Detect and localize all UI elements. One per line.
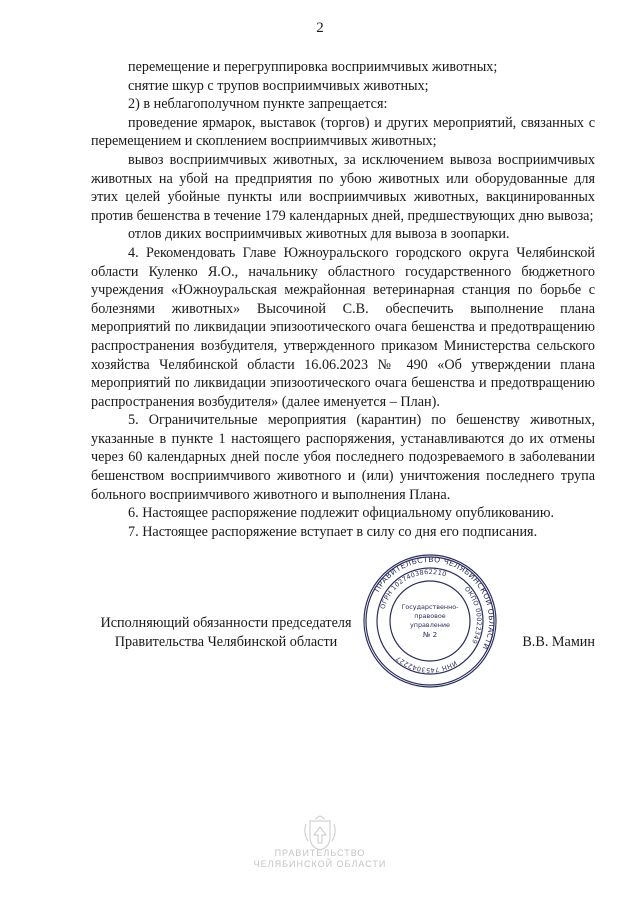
paragraph-restriction-export: вывоз восприимчивых животных, за исключением вывоза восприимчивых животных на убой на предприятия по убою животных или оборудованные для этих целей убойные пункты или восприимчивых животных, вакцинированных против бешенства в течение 179 календарных дней, предшествующих дню вывоза; bbox=[91, 151, 595, 224]
seal-ogrn-text: ОГРН 1027403862210 bbox=[378, 567, 448, 610]
signatory-title bbox=[91, 614, 361, 651]
svg-text:ОКПО 00022349 bbox=[463, 585, 483, 645]
paragraph-restriction-movement: перемещение и перегруппировка восприимчивых животных; bbox=[128, 59, 498, 75]
page-number: 2 bbox=[316, 20, 324, 36]
paragraph-item-6: 6. Настоящее распоряжение подлежит официальному опубликованию. bbox=[128, 505, 555, 522]
paragraph-restriction-skins: снятие шкур с трупов восприимчивых животных; bbox=[128, 77, 429, 94]
footer-line-1: ПРАВИТЕЛЬСТВО bbox=[274, 848, 366, 858]
paragraph-item-7: 7. Настоящее распоряжение вступает в силу со дня его подписания. bbox=[128, 523, 538, 540]
seal-center-line-2: правовое bbox=[414, 612, 446, 620]
document-body bbox=[91, 58, 595, 541]
footer-line-2: ЧЕЛЯБИНСКОЙ ОБЛАСТИ bbox=[253, 859, 387, 869]
seal-center-line-4: № 2 bbox=[422, 630, 438, 639]
signatory-title-line-1: Исполняющий обязанности председателя bbox=[100, 615, 352, 631]
seal-center-line-3: управление bbox=[410, 621, 450, 629]
official-seal bbox=[362, 553, 498, 689]
signatory-name: В.В. Мамин bbox=[522, 633, 595, 650]
seal-outer-text: ПРАВИТЕЛЬСТВО ЧЕЛЯБИНСКОЙ ОБЛАСТИ bbox=[372, 554, 497, 652]
signatory-title-line-2: Правительства Челябинской области bbox=[114, 633, 338, 650]
seal-inn-text: ИНН 7453042227 bbox=[394, 654, 459, 675]
paragraph-restriction-zoo: отлов диких восприимчивых животных для вывоза в зоопарки. bbox=[128, 226, 510, 243]
paragraph-unfavourable-point-heading: 2) в неблагополучном пункте запрещается: bbox=[128, 96, 388, 113]
footer-watermark bbox=[0, 848, 640, 870]
seal-center-line-1: Государственно- bbox=[401, 603, 459, 611]
paragraph-restriction-fairs: проведение ярмарок, выставок (торгов) и других мероприятий, связанных с перемещением и скоплением восприимчивых животных; bbox=[91, 114, 595, 150]
paragraph-item-5: 5. Ограничительные мероприятия (карантин) по бешенству животных, указанные в пункте 1 настоящего распоряжения, устанавливаются до их отмены через 60 календарных дней после убоя последнего подозреваемого в заболевании бешенством восприимчивого животного и (или) уничтожения последнего трупа больного восприимчивого животного и выполнения Плана. bbox=[91, 412, 595, 503]
seal-okpo-text: ОКПО 00022349 bbox=[462, 584, 484, 646]
paragraph-item-4: 4. Рекомендовать Главе Южноуральского городского округа Челябинской области Куленко Я.О., начальнику областного государственного бюджетного учреждения «Южноуральская межрайонная ветеринарная станция по борьбе с болезнями животных» Высочиной С.В. обеспечить выполнение плана мероприятий по ликвидации эпизоотического очага бешенства и предотвращению распространения возбудителя, утвержденного приказом Министерства сельского хозяйства Челябинской области 16.06.2023 № 490 «Об утверждении плана мероприятий по ликвидации эпизоотического очага бешенства и предотвращению распространения возбудителя» (далее именуется – План). bbox=[91, 244, 595, 410]
